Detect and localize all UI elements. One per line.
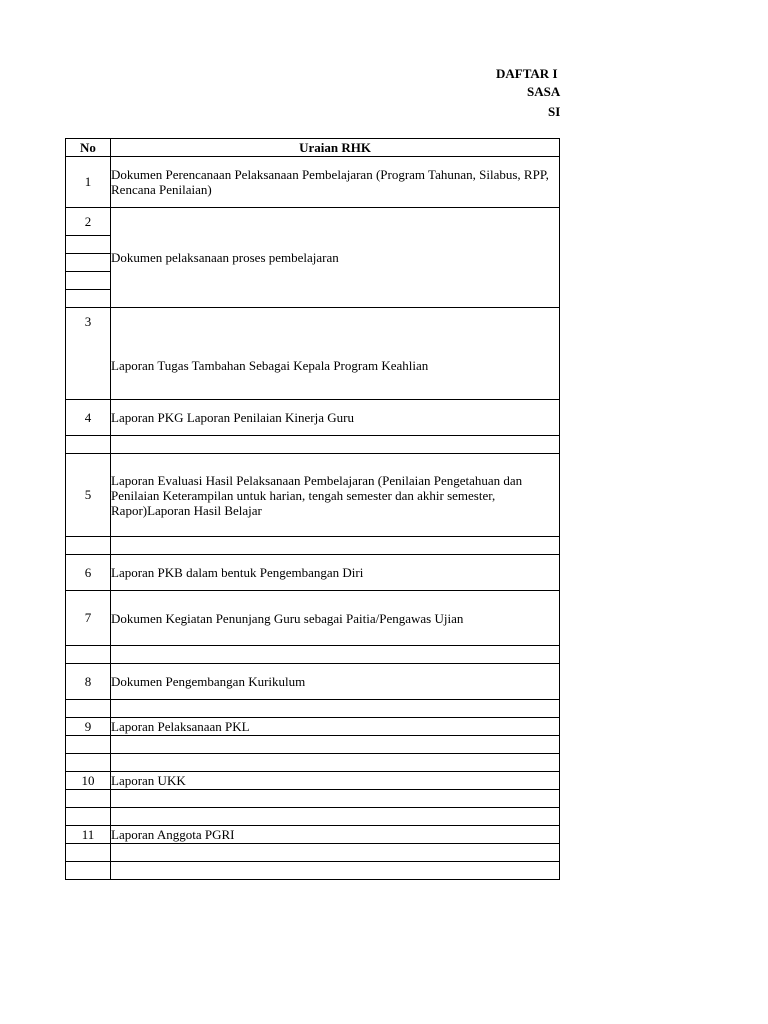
row-description: Laporan Pelaksanaan PKL xyxy=(111,718,560,736)
column-header-no: No xyxy=(66,139,111,157)
table-row xyxy=(66,591,560,646)
table-row xyxy=(66,862,560,880)
table-row xyxy=(66,664,560,700)
row-number: 6 xyxy=(66,555,111,591)
document-title-line-2: SASA xyxy=(527,84,561,99)
empty-cell xyxy=(66,808,111,826)
row-number: 10 xyxy=(66,772,111,790)
empty-cell xyxy=(66,646,111,664)
empty-cell xyxy=(66,862,111,880)
empty-cell xyxy=(66,790,111,808)
table-row xyxy=(66,308,560,400)
empty-cell xyxy=(111,736,560,754)
empty-cell xyxy=(66,272,111,290)
table-row xyxy=(66,436,560,454)
table-row xyxy=(66,157,560,208)
empty-cell xyxy=(66,236,111,254)
row-number: 11 xyxy=(66,826,111,844)
table-row xyxy=(66,700,560,718)
empty-cell xyxy=(66,537,111,555)
row-number: 8 xyxy=(66,664,111,700)
row-number: 4 xyxy=(66,400,111,436)
row-description: Laporan Tugas Tambahan Sebagai Kepala Program Keahlian xyxy=(111,308,560,400)
empty-cell xyxy=(66,736,111,754)
empty-cell xyxy=(111,700,560,718)
row-number: 1 xyxy=(66,157,111,208)
table-row xyxy=(66,454,560,537)
table-row xyxy=(66,844,560,862)
empty-cell xyxy=(66,700,111,718)
empty-cell xyxy=(111,754,560,772)
table-row xyxy=(66,555,560,591)
empty-cell xyxy=(111,808,560,826)
table-row xyxy=(66,400,560,436)
empty-cell xyxy=(111,790,560,808)
row-description: Laporan Anggota PGRI xyxy=(111,826,560,844)
row-number: 7 xyxy=(66,591,111,646)
row-description: Dokumen Pengembangan Kurikulum xyxy=(111,664,560,700)
row-description: Laporan PKB dalam bentuk Pengembangan Diri xyxy=(111,555,560,591)
rhk-table xyxy=(65,138,560,880)
empty-cell xyxy=(111,646,560,664)
row-number: 2 xyxy=(66,208,111,236)
row-description: Laporan PKG Laporan Penilaian Kinerja Guru xyxy=(111,400,560,436)
empty-cell xyxy=(111,537,560,555)
empty-cell xyxy=(66,436,111,454)
document-title-line-3: SI xyxy=(548,104,561,119)
empty-cell xyxy=(66,254,111,272)
row-description: Dokumen Kegiatan Penunjang Guru sebagai Paitia/Pengawas Ujian xyxy=(111,591,560,646)
row-number: 5 xyxy=(66,454,111,537)
document-title-line-1: DAFTAR I xyxy=(496,66,558,81)
empty-cell xyxy=(111,862,560,880)
row-description: Laporan UKK xyxy=(111,772,560,790)
empty-cell xyxy=(111,436,560,454)
table-row xyxy=(66,772,560,790)
row-number: 9 xyxy=(66,718,111,736)
row-number: 3 xyxy=(66,308,111,400)
table-row xyxy=(66,736,560,754)
table-row xyxy=(66,718,560,736)
table-row xyxy=(66,208,560,236)
row-description: Dokumen pelaksanaan proses pembelajaran xyxy=(111,208,560,308)
column-header-uraian: Uraian RHK xyxy=(111,139,560,157)
empty-cell xyxy=(66,844,111,862)
table-row xyxy=(66,754,560,772)
empty-cell xyxy=(66,754,111,772)
table-row xyxy=(66,537,560,555)
empty-cell xyxy=(66,290,111,308)
table-row xyxy=(66,646,560,664)
row-description: Laporan Evaluasi Hasil Pelaksanaan Pembelajaran (Penilaian Pengetahuan dan Penilaian Keterampilan untuk harian, tengah semester dan akhir semester, Rapor)Laporan Hasil Belajar xyxy=(111,454,560,537)
table-header-row xyxy=(66,139,560,157)
table-row xyxy=(66,808,560,826)
table-row xyxy=(66,790,560,808)
table-row xyxy=(66,826,560,844)
empty-cell xyxy=(111,844,560,862)
row-description: Dokumen Perencanaan Pelaksanaan Pembelajaran (Program Tahunan, Silabus, RPP, Rencana Penilaian) xyxy=(111,157,560,208)
